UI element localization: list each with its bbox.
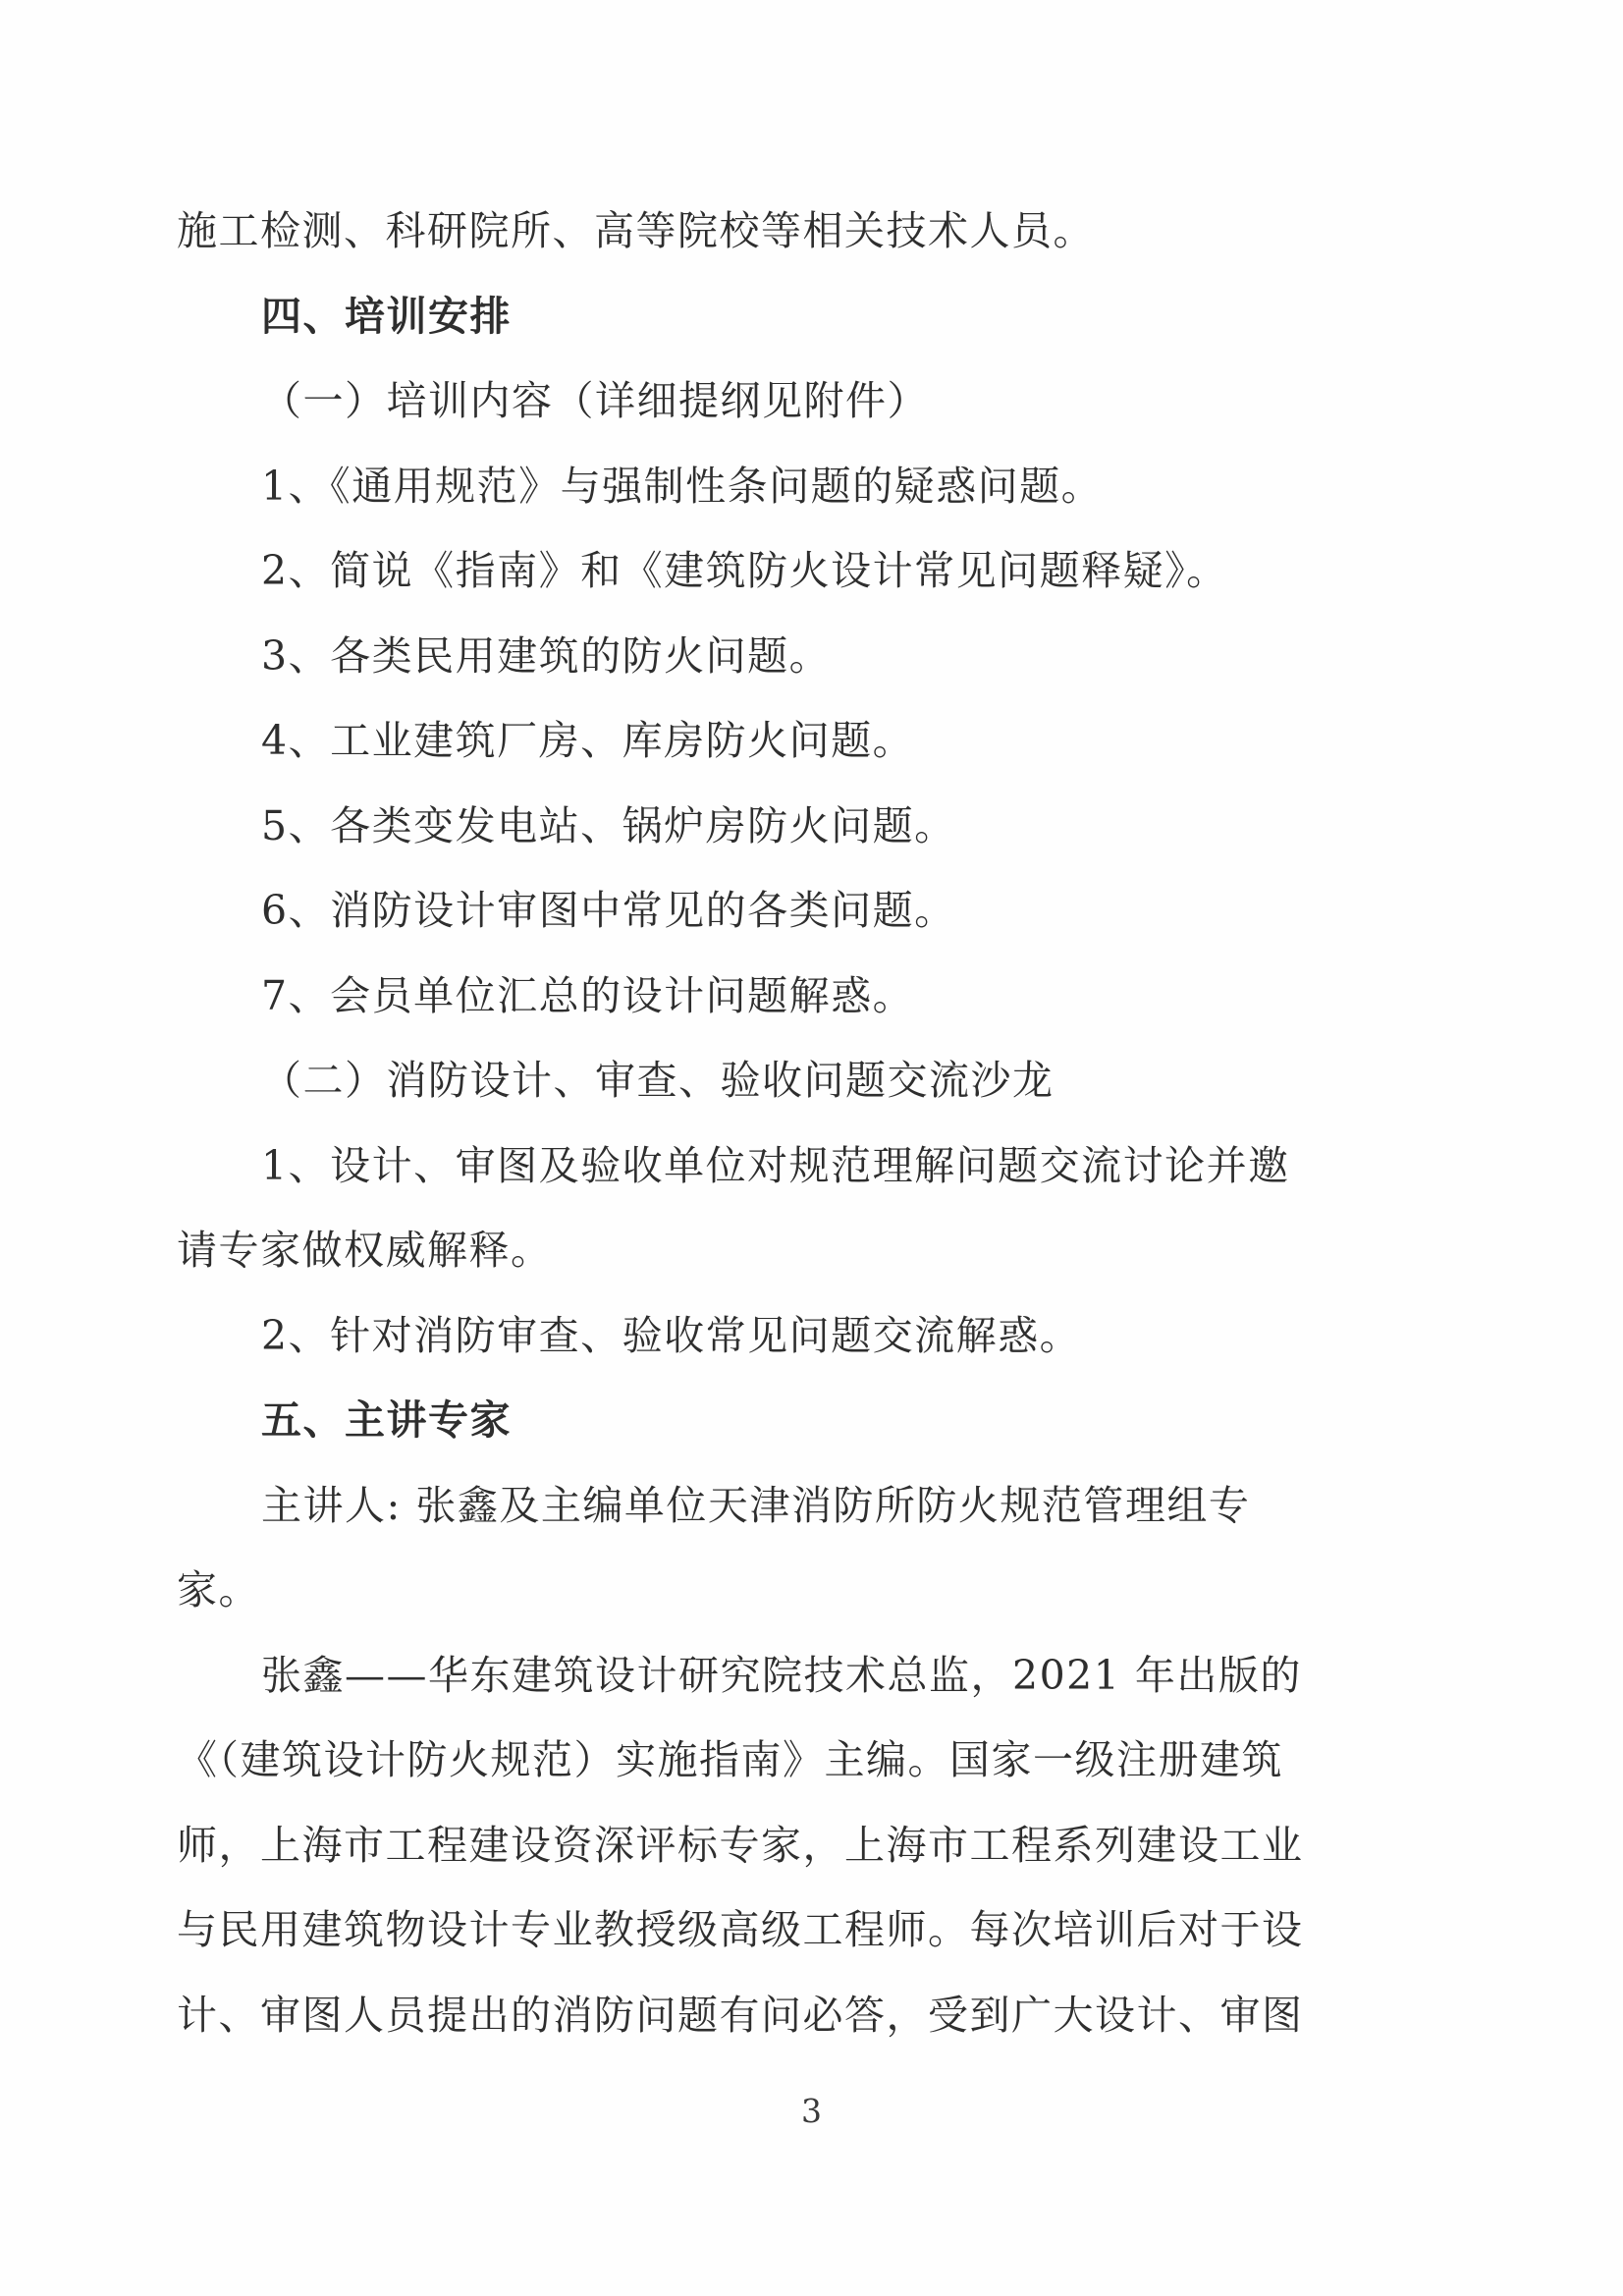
- text-line: 张鑫——华东建筑设计研究院技术总监，2021 年出版的: [261, 1651, 1302, 1699]
- text-line: 主讲人: 张鑫及主编单位天津消防所防火规范管理组专: [261, 1481, 1251, 1529]
- text-line: 3、各类民用建筑的防火问题。: [261, 631, 832, 680]
- text-line: 5、各类变发电站、锅炉房防火问题。: [261, 801, 956, 849]
- text-line: 施工检测、科研院所、高等院校等相关技术人员。: [177, 207, 1095, 254]
- text-line: 家。: [177, 1566, 260, 1613]
- text-line: （二）消防设计、审查、验收问题交流沙龙: [261, 1057, 1055, 1104]
- page-number: 3: [801, 2092, 822, 2130]
- text-line: 1、设计、审图及验收单位对规范理解问题交流讨论并邀: [261, 1141, 1290, 1189]
- text-line: 与民用建筑物设计专业教授级高级工程师。每次培训后对于设: [177, 1906, 1304, 1953]
- text-line: 《（建筑设计防火规范）实施指南》主编。国家一级注册建筑: [177, 1736, 1283, 1783]
- text-line: 7、会员单位汇总的设计问题解惑。: [261, 971, 915, 1019]
- text-line: 1、《通用规范》与强制性条问题的疑惑问题。: [261, 462, 1104, 510]
- text-line: 6、消防设计审图中常见的各类问题。: [261, 887, 956, 934]
- section-heading: 五、主讲专家: [261, 1396, 512, 1444]
- text-line: 4、工业建筑厂房、库房防火问题。: [261, 717, 915, 764]
- text-line: 2、针对消防审查、验收常见问题交流解惑。: [261, 1311, 1082, 1359]
- text-line: 请专家做权威解释。: [177, 1227, 553, 1274]
- text-line: （一）培训内容（详细提纲见附件）: [261, 377, 929, 424]
- document-body: [177, 189, 1456, 2057]
- text-line: 计、审图人员提出的消防问题有问必答，受到广大设计、审图: [177, 1991, 1304, 2039]
- text-line: 2、简说《指南》和《建筑防火设计常见问题释疑》。: [261, 547, 1228, 594]
- section-heading: 四、培训安排: [261, 292, 512, 340]
- text-line: 师，上海市工程建设资深评标专家，上海市工程系列建设工业: [177, 1821, 1304, 1869]
